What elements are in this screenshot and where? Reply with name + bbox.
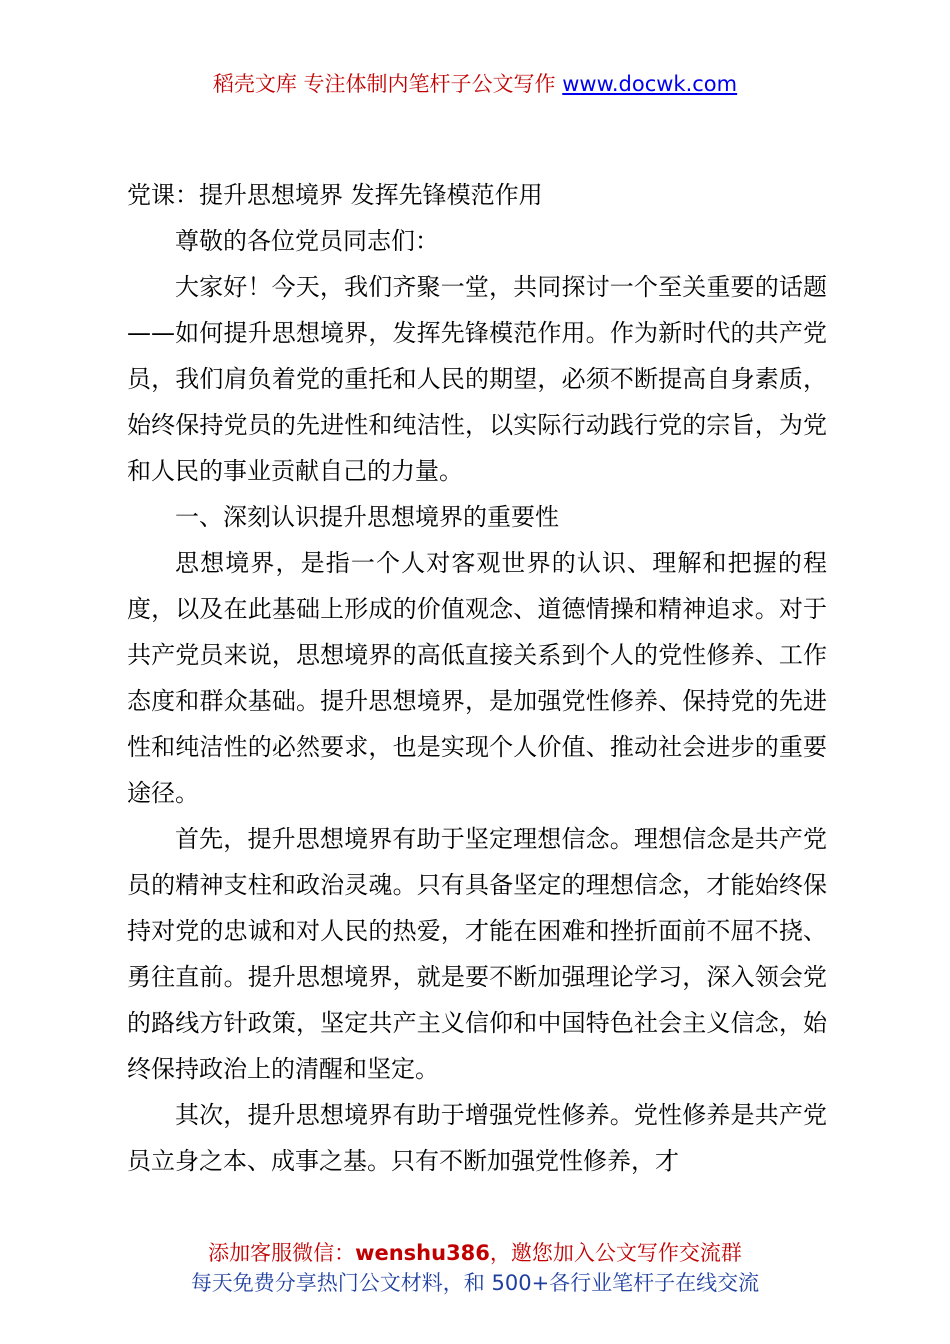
paragraph: 大家好！今天，我们齐聚一堂，共同探讨一个至关重要的话题——如何提升思想境界，发挥先锋模范作用。作为新时代的共产党员，我们肩负着党的重托和人民的期望，必须不断提高自身素质，始终保持党员的先进性和纯洁性，以实际行动践行党的宗旨，为党和人民的事业贡献自己的力量。 bbox=[127, 273, 827, 485]
document-title: 党课：提升思想境界 发挥先锋模范作用 bbox=[127, 181, 543, 209]
footer-line-2: 每天免费分享热门公文材料，和 500+各行业笔杆子在线交流 bbox=[190, 1271, 760, 1295]
paragraph: 其次，提升思想境界有助于增强党性修养。党性修养是共产党员立身之本、成事之基。只有不断加强党性修养，才 bbox=[127, 1101, 827, 1175]
paragraph: 首先，提升思想境界有助于坚定理想信念。理想信念是共产党员的精神支柱和政治灵魂。只有具备坚定的理想信念，才能始终保持对党的忠诚和对人民的热爱，才能在困难和挫折面前不屈不挠、勇往直前。提升思想境界，就是要不断加强理论学习，深入领会党的路线方针政策，坚定共产主义信仰和中国特色社会主义信念，始终保持政治上的清醒和坚定。 bbox=[127, 825, 827, 1083]
greeting: 尊敬的各位党员同志们： bbox=[175, 227, 439, 255]
paragraph: 思想境界，是指一个人对客观世界的认识、理解和把握的程度，以及在此基础上形成的价值观念、道德情操和精神追求。对于共产党员来说，思想境界的高低直接关系到个人的党性修养、工作态度和群众基础。提升思想境界，是加强党性修养、保持党的先进性和纯洁性的必然要求，也是实现个人价值、推动社会进步的重要途径。 bbox=[127, 549, 827, 807]
footer-line-1 bbox=[0, 1238, 950, 1268]
website-link[interactable]: www.docwk.com bbox=[562, 72, 738, 96]
wechat-id: wenshu386 bbox=[355, 1241, 490, 1265]
page-footer bbox=[0, 1238, 950, 1298]
page-header bbox=[0, 68, 950, 100]
footer-wechat-suffix: ，邀您加入公文写作交流群 bbox=[489, 1241, 742, 1265]
document-body bbox=[127, 172, 827, 1184]
brand-tagline: 稻壳文库 专注体制内笔杆子公文写作 bbox=[212, 72, 556, 96]
footer-wechat-prefix: 添加客服微信： bbox=[208, 1241, 356, 1265]
section-heading: 一、深刻认识提升思想境界的重要性 bbox=[175, 503, 559, 531]
